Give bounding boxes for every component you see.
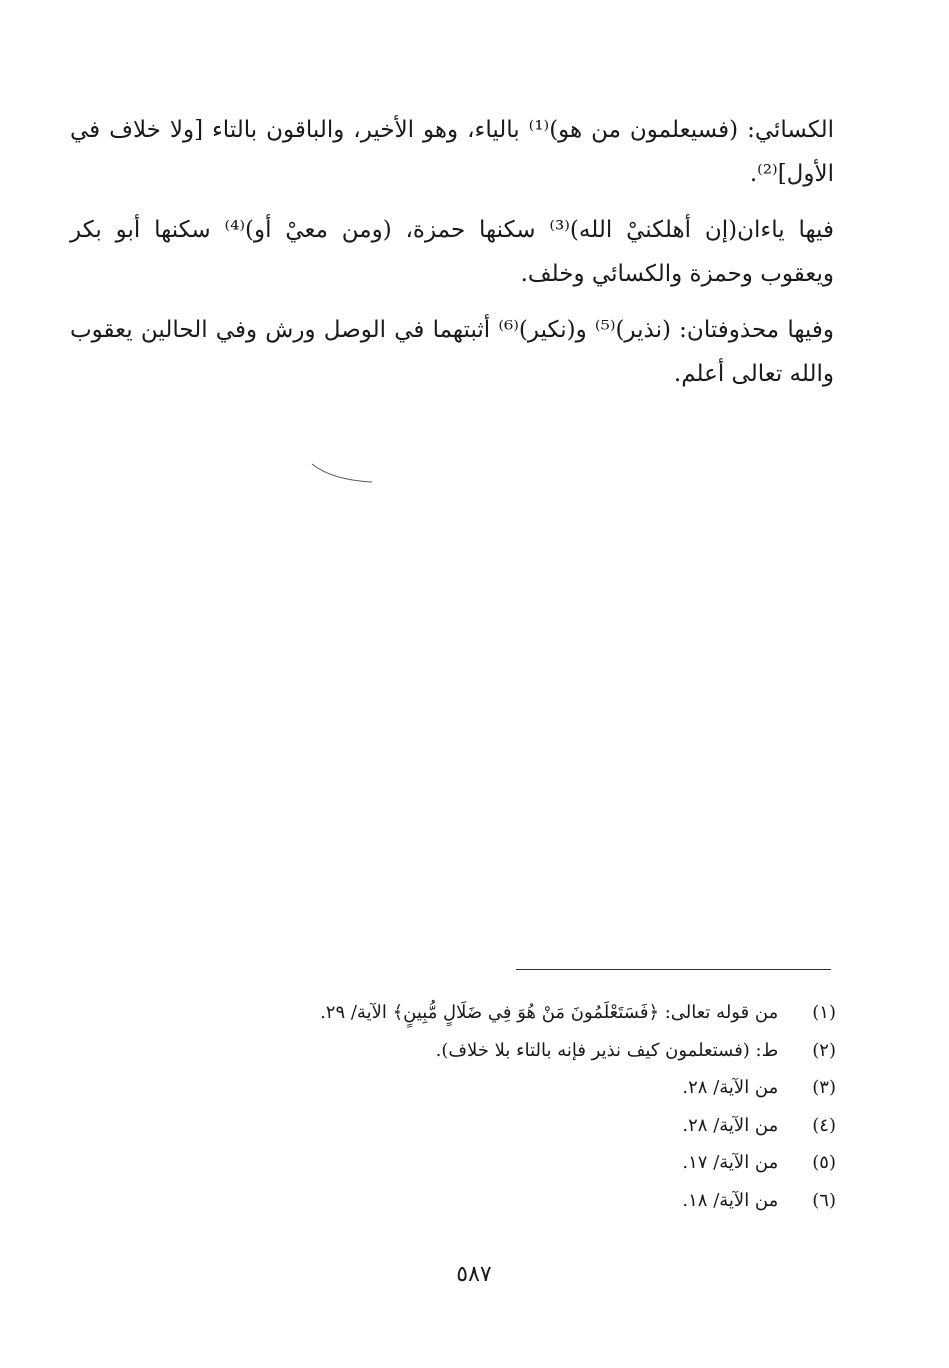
main-text	[70, 108, 834, 408]
paragraph-1: الكسائي: (فسيعلمون من هو)⁽¹⁾ بالياء، وهو الأخير، والباقون بالتاء [ولا خلاف في الأول]⁽²⁾.	[70, 117, 835, 187]
footnote	[300, 1144, 836, 1182]
paragraph-3: وفيها محذوفتان: (نذير)⁽⁵⁾ و(نكير)⁽⁶⁾ أثبتهما في الوصل ورش وفي الحالين يعقوب والله تعالى أعلم.	[70, 317, 834, 387]
footnote-text: من قوله تعالى: ﴿فَسَتَعْلَمُونَ مَنْ هُوَ فِي ضَلَالٍ مُّبِينٍ﴾ الآية/ ٢٩.	[320, 1002, 779, 1023]
footnote-number: (١)	[812, 1002, 836, 1023]
footnote-number: (٤)	[812, 1114, 836, 1136]
paragraph-2: فيها ياءان(إن أهلكنيْ الله)⁽³⁾ سكنها حمزة، (ومن معيْ أو)⁽⁴⁾ سكنها أبو بكر ويعقوب وحمزة والكسائي وخلف.	[70, 217, 834, 287]
footnote	[300, 994, 836, 1032]
footnote-text: من الآية/ ٢٨.	[682, 1077, 779, 1098]
page-number: ٥٨٧	[456, 1262, 492, 1287]
footnote-number: (٥)	[812, 1152, 836, 1173]
footnote-text: ط: (فستعلمون كيف نذير فإنه بالتاء بلا خلاف).	[435, 1039, 779, 1061]
footnote	[300, 1107, 836, 1145]
footnote	[300, 1032, 836, 1070]
footnotes	[300, 994, 836, 1219]
footnote-text: من الآية/ ٢٨.	[682, 1114, 779, 1136]
scan-mark	[310, 462, 374, 484]
footnote-text: من الآية/ ١٨.	[682, 1189, 779, 1211]
footnote-separator	[516, 969, 831, 970]
footnote-number: (٦)	[812, 1189, 836, 1211]
footnote	[300, 1182, 836, 1220]
footnote-number: (٢)	[812, 1039, 836, 1061]
footnote-text: من الآية/ ١٧.	[682, 1152, 779, 1173]
footnote-number: (٣)	[812, 1077, 836, 1098]
footnote	[300, 1069, 836, 1107]
